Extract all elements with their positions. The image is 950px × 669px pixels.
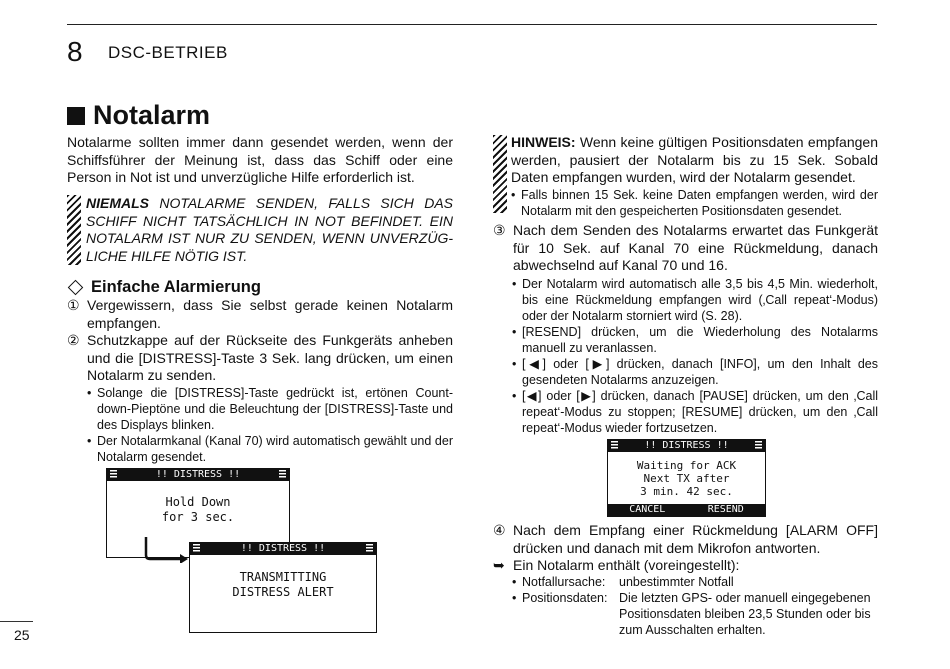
list-item: • Der Notalarmkanal (Kanal 70) wird automatisch gewählt und der Notalarm gesendet. (87, 434, 453, 464)
step-item (493, 222, 878, 275)
list-item: • [◀] oder [▶] drücken, danach [INFO], um den Inhalt des gesendeten Notalarms anzuzeigen. (512, 357, 878, 387)
warning-hatch-icon (67, 195, 81, 265)
bullet-text: Solange die [DISTRESS]-Taste gedrückt ist, ertönen Count-down-Pieptöne und die Beleuchtung der [DISTRESS]-Taste und des Displays blinken. (97, 386, 453, 432)
note-label: HINWEIS: (511, 134, 576, 150)
menu-icon (755, 441, 762, 450)
cancel-softkey[interactable]: CANCEL (629, 504, 666, 515)
list-item: • Positionsdaten: Die letzten GPS- oder manuell eingegebenen Positionsdaten bleiben 23,5 Stunden oder bis zum Ausschalten erhalten. (512, 590, 878, 638)
lcd-title-bar (608, 440, 765, 452)
lcd-line: for 3 sec. (161, 510, 235, 524)
step-number: ② (67, 332, 80, 348)
page-number-rule (0, 621, 33, 622)
intro-paragraph: Notalarme sollten immer dann gesendet werden, wenn der Schiffsführer der Meinung ist, dass das Schiff oder eine Person in Not ist und unverzügliche Hilfe erforderlich ist. (67, 134, 453, 185)
resend-softkey[interactable]: RESEND (707, 504, 744, 515)
subsection-title: Einfache Alarmierung (91, 278, 261, 296)
section-title: Notalarm (93, 100, 211, 130)
list-item: • [RESEND] drücken, um die Wiederholung des Notalarms manuell zu veranlassen. (512, 325, 878, 355)
bullet-text: [◀] oder [▶] drücken, danach [PAUSE] drücken, um den ‚Call repeat‘-Modus zu stoppen; [RESUME] drücken, um den ‚Call repeat‘-Modus wieder fortzusetzen. (522, 389, 878, 435)
bullet-text: Der Notalarm wird automatisch alle 3,5 bis 4,5 Min. wiederholt, bis eine Rückmeldung empfangen wird (‚Call repeat‘-Modus) oder der Notalarm storniert wird (S. 28). (522, 277, 878, 323)
lcd-transmitting (189, 542, 377, 633)
lcd-line: Hold Down (165, 495, 231, 509)
lcd-line: 3 min. 42 sec. (640, 485, 733, 498)
default-value: Die letzten GPS- oder manuell eingegebenen Positionsdaten bleiben 23,5 Stunden oder bis zum Ausschalten erhalten. (619, 591, 871, 637)
lcd-waiting-ack (607, 439, 766, 517)
chapter-number: 8 (67, 36, 83, 67)
header-rule (67, 24, 877, 25)
lcd-title: !! DISTRESS !! (155, 469, 241, 480)
note-bullet (511, 187, 878, 219)
step-text: Nach dem Empfang einer Rückmeldung [ALARM OFF] drücken und danach mit dem Mikrofon antworten. (513, 522, 878, 556)
step-number: ④ (493, 522, 506, 538)
bullets-left (87, 385, 453, 465)
lcd-softkey-bar (608, 504, 765, 516)
list-item: • Falls binnen 15 Sek. keine Daten empfangen werden, wird der Notalarm mit den gespeicherten Positionsdaten gesendet. (511, 188, 878, 218)
warning-body: NOTALARME SENDEN, FALLS SICH DAS SCHIFF NICHT TATSÄCHLICH IN NOT BEFINDET. EIN NOTALARM IST NUR ZU SENDEN, WENN UNVERZÜG-LICHE HILFE NÖTIG IST. (86, 195, 453, 264)
menu-icon (611, 441, 618, 450)
list-item: • [◀] oder [▶] drücken, danach [PAUSE] drücken, um den ‚Call repeat‘-Modus zu stoppen; [RESUME] drücken, um den ‚Call repeat‘-Modus wieder fortzusetzen. (512, 389, 878, 435)
step-4 (493, 522, 878, 575)
steps-left (67, 297, 453, 385)
arrow-text: Ein Notalarm enthält (voreingestellt): (513, 557, 740, 573)
menu-icon (366, 544, 373, 553)
step-text: Nach dem Senden des Notalarms erwartet das Funkgerät für 10 Sek. auf Kanal 70 eine Rückmeldung, danach abwechselnd auf Kanal 70 und 16. (513, 222, 878, 273)
note-text (511, 134, 878, 187)
lcd-line: DISTRESS ALERT (232, 585, 334, 599)
bullet-text: [RESEND] drücken, um die Wiederholung des Notalarms manuell zu veranlassen. (522, 325, 878, 355)
list-item: • Der Notalarm wird automatisch alle 3,5 bis 4,5 Min. wiederholt, bis eine Rückmeldung empfangen wird (‚Call repeat‘-Modus) oder der Notalarm storniert wird (S. 28). (512, 277, 878, 323)
chapter-title: DSC-BETRIEB (108, 43, 228, 62)
lcd-title-bar (107, 469, 289, 481)
lcd-line: Waiting for ACK (636, 459, 737, 472)
bullets-right (512, 276, 878, 436)
menu-icon (110, 470, 117, 479)
defaults-list (512, 574, 878, 638)
step-text: Schutzkappe auf der Rückseite des Funkgeräts anheben und die [DISTRESS]-Taste 3 Sek. lang drücken, um einen Notalarm zu senden. (87, 332, 453, 383)
step-number: ③ (493, 222, 506, 238)
arrow-icon: ➥ (493, 557, 505, 573)
page-number: 25 (14, 627, 30, 643)
lcd-title: !! DISTRESS !! (240, 543, 326, 554)
bullet-text: [◀] oder [▶] drücken, danach [INFO], um den Inhalt des gesendeten Notalarms anzuzeigen. (522, 357, 878, 387)
arrow-connector-icon (140, 535, 192, 563)
bullet-text: Der Notalarmkanal (Kanal 70) wird automatisch gewählt und der Notalarm gesendet. (97, 434, 453, 464)
arrow-item (493, 557, 878, 575)
list-item: • Solange die [DISTRESS]-Taste gedrückt ist, ertönen Count-down-Pieptöne und die Beleuchtung der [DISTRESS]-Taste und des Displays blinken. (87, 386, 453, 432)
lcd-line: Next TX after (643, 472, 730, 485)
bullet-text: Falls binnen 15 Sek. keine Daten empfangen werden, wird der Notalarm mit den gespeicherten Positionsdaten gesendet. (521, 188, 878, 218)
lcd-line: TRANSMITTING (239, 570, 327, 584)
step-item (67, 297, 453, 332)
lcd-title-bar (190, 543, 376, 555)
subsection-heading (67, 278, 261, 297)
step-text: Vergewissern, dass Sie selbst gerade keinen Notalarm empfangen. (87, 297, 453, 331)
step-item (493, 522, 878, 557)
step-number: ① (67, 297, 80, 313)
step-item (67, 332, 453, 385)
step-3 (493, 222, 878, 275)
menu-icon (279, 470, 286, 479)
menu-icon (193, 544, 200, 553)
list-item: • Notfallursache: unbestimmter Notfall (512, 575, 734, 589)
square-bullet-icon (67, 107, 85, 125)
lcd-title: !! DISTRESS !! (644, 440, 729, 451)
section-heading (67, 100, 210, 131)
default-label: Notfallursache: (522, 575, 606, 589)
warning-text (86, 195, 453, 265)
default-label: Positionsdaten: (522, 591, 608, 605)
warning-label: NIEMALS (86, 195, 149, 211)
diamond-icon (68, 280, 84, 296)
default-value: unbestimmter Notfall (619, 575, 734, 589)
note-hatch-icon (493, 135, 507, 213)
note-body: Wenn keine gültigen Positionsdaten empfangen werden, pausiert der Notalarm bis zu 15 Sek. Sobald Daten empfangen wurden, wird der Notalarm gesendet. (511, 134, 878, 185)
